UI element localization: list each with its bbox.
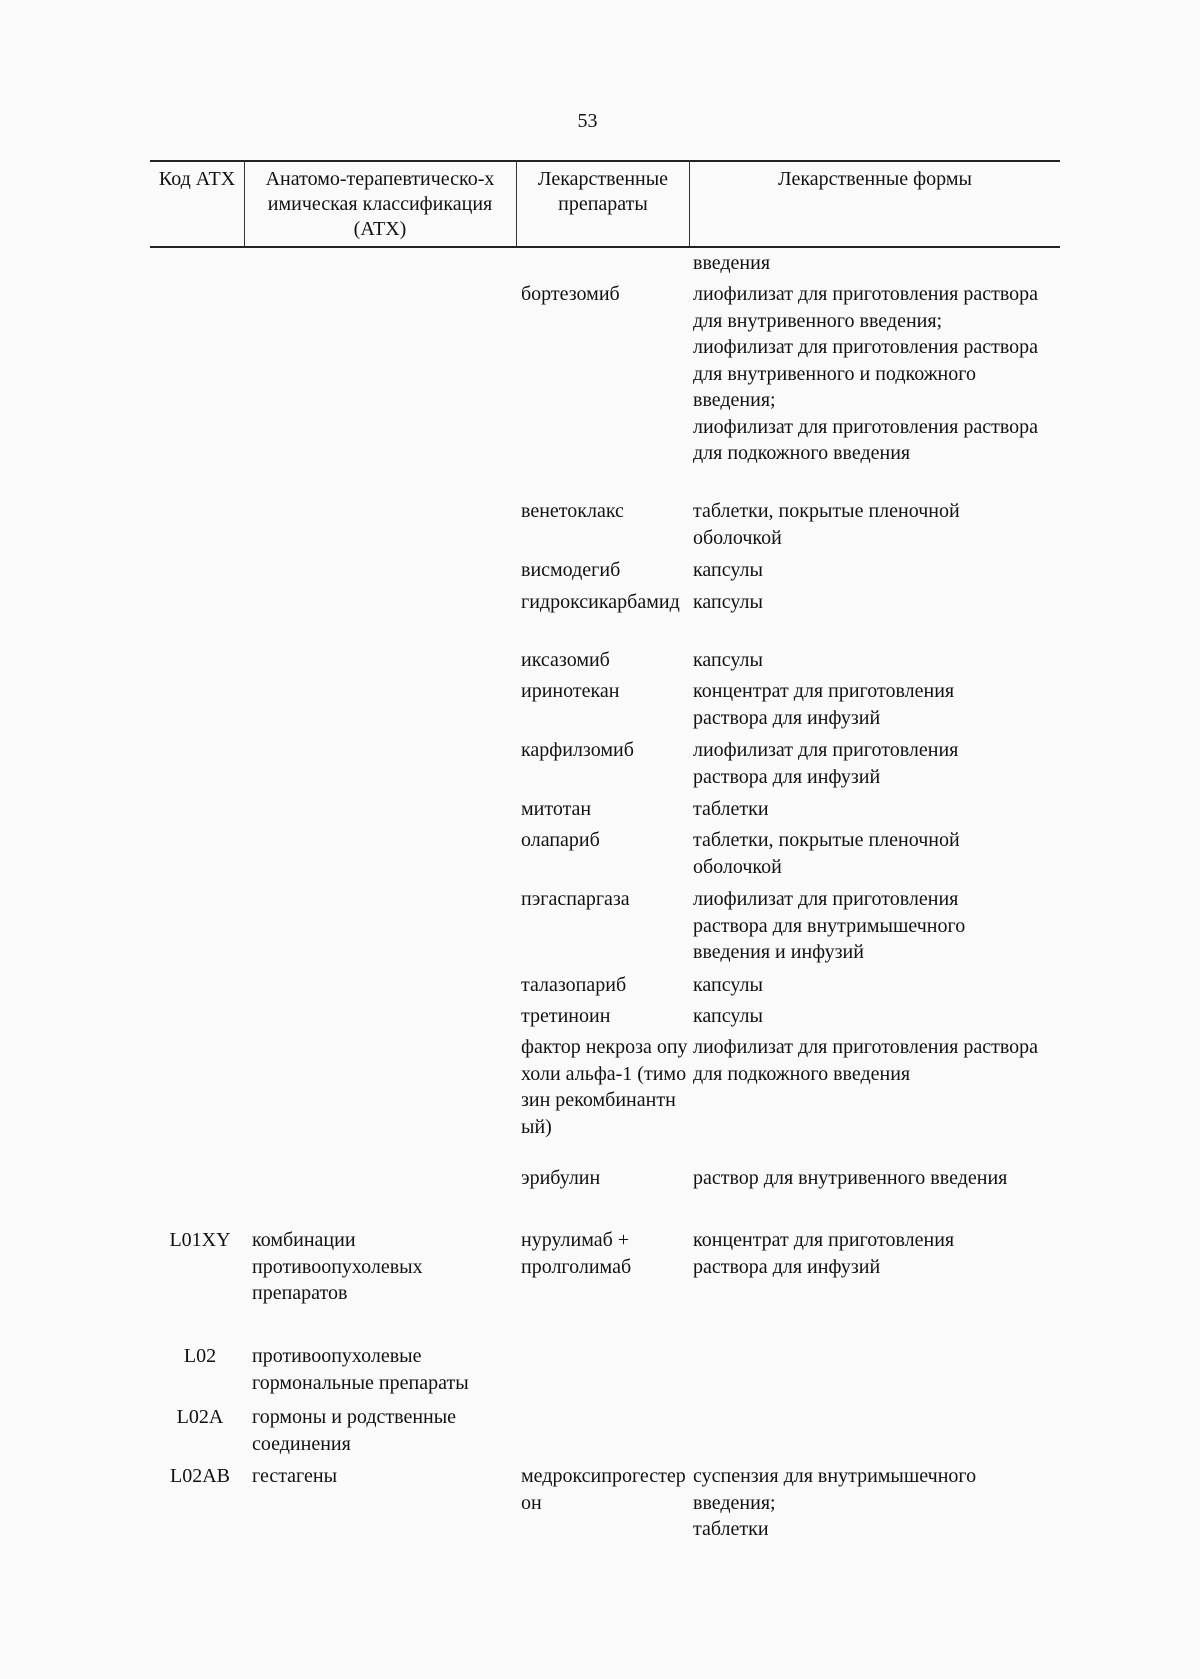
- drug-name: медроксипрогестерон: [521, 1465, 686, 1514]
- drug-name: иринотекан: [521, 680, 620, 702]
- drug-form: капсулы: [693, 649, 763, 671]
- atx-classification: гормоны и родственные соединения: [252, 1406, 457, 1455]
- carry-over-form: введения: [693, 252, 771, 274]
- drug-form: капсулы: [693, 974, 763, 996]
- header-divider-1: [244, 160, 245, 247]
- drug-name: нурулимаб + пролголимаб: [521, 1229, 632, 1278]
- drug-form: концентрат для приготовления раствора для инфузий: [693, 1229, 955, 1278]
- header-top-rule: [150, 160, 1060, 162]
- drug-form: суспензия для внутримышечного введения; таблетки: [693, 1465, 977, 1540]
- header-bottom-rule: [150, 246, 1060, 248]
- drug-name: карфилзомиб: [521, 739, 634, 761]
- atx-classification: гестагены: [252, 1465, 338, 1487]
- drug-form: лиофилизат для приготовления раствора для инфузий: [693, 739, 959, 788]
- drug-name: пэгаспаргаза: [521, 888, 630, 910]
- atx-code: L02A: [176, 1406, 224, 1428]
- atx-classification: противоопухолевые гормональные препараты: [252, 1345, 469, 1394]
- drug-name: фактор некроза опухоли альфа-1 (тимозин рекомбинантный): [521, 1036, 688, 1138]
- drug-name: третиноин: [521, 1005, 611, 1027]
- drug-name: митотан: [521, 798, 592, 820]
- header-code: Код АТХ: [158, 168, 236, 190]
- header-classification: Анатомо-терапевтическо-х имическая классификация (АТХ): [265, 168, 495, 240]
- drug-name: бортезомиб: [521, 283, 620, 305]
- atx-code: L02: [183, 1345, 217, 1367]
- drug-name: олапариб: [521, 829, 600, 851]
- drug-form: концентрат для приготовления раствора для инфузий: [693, 680, 955, 729]
- drug-name: иксазомиб: [521, 649, 610, 671]
- header-form: Лекарственные формы: [778, 168, 972, 190]
- atx-code: L01XY: [169, 1229, 231, 1251]
- drug-name: талазопариб: [521, 974, 627, 996]
- drug-name: эрибулин: [521, 1167, 601, 1189]
- drug-form: капсулы: [693, 559, 763, 581]
- drug-form: капсулы: [693, 591, 763, 613]
- drug-name: венетоклакс: [521, 500, 624, 522]
- header-drug: Лекарственные препараты: [537, 168, 669, 215]
- drug-name: гидроксикарбамид: [521, 591, 680, 613]
- atx-code: L02AB: [170, 1465, 230, 1487]
- drug-form: капсулы: [693, 1005, 763, 1027]
- drug-form: раствор для внутривенного введения: [693, 1167, 1008, 1189]
- drug-form: таблетки, покрытые пленочной оболочкой: [693, 829, 960, 878]
- page-number: 53: [577, 110, 598, 132]
- drug-form: таблетки, покрытые пленочной оболочкой: [693, 500, 960, 549]
- drug-name: висмодегиб: [521, 559, 621, 581]
- drug-form: лиофилизат для приготовления раствора для внутривенного введения; лиофилизат для приготовления раствора для внутривенного и подкожного введения; лиофилизат для приготовления раствора для подкожного введения: [693, 283, 1039, 464]
- header-divider-2: [516, 160, 517, 247]
- header-divider-3: [689, 160, 690, 247]
- drug-form: лиофилизат для приготовления раствора для подкожного введения: [693, 1036, 1039, 1085]
- atx-classification: комбинации противоопухолевых препаратов: [252, 1229, 423, 1304]
- drug-form: лиофилизат для приготовления раствора для внутримышечного введения и инфузий: [693, 888, 966, 963]
- drug-form: таблетки: [693, 798, 769, 820]
